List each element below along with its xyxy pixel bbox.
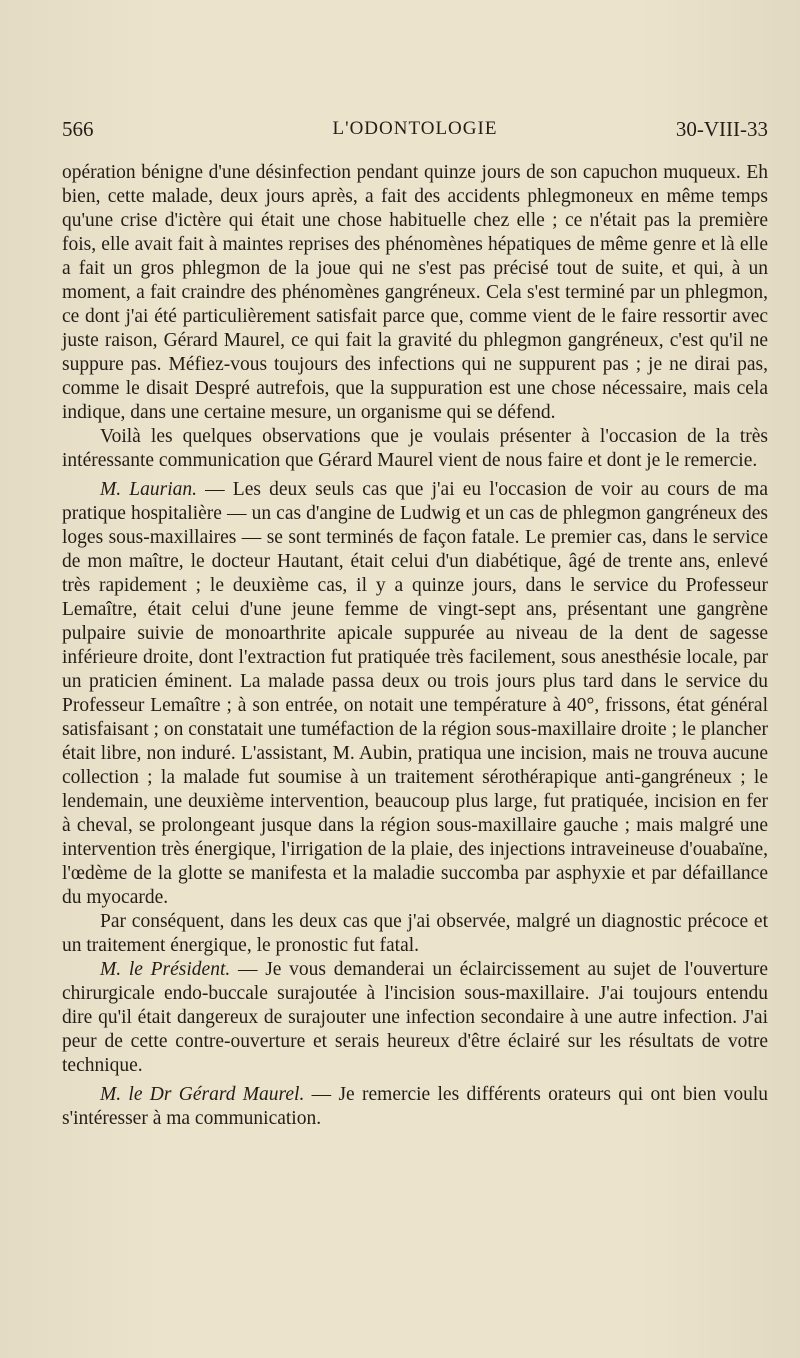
speaker-name: M. le Dr Gérard Maurel. <box>100 1084 305 1105</box>
paragraph: Voilà les quelques observations que je voulais présenter à l'occasion de la très intéressante communication que Gérard Maurel vient de nous faire et dont je le remercie. <box>62 426 768 471</box>
running-header <box>62 114 768 144</box>
paragraph: opération bénigne d'une désinfection pendant quinze jours de son capuchon muqueux. Eh bien, cette malade, deux jours après, a fait des accidents phlegmoneux en même temps qu'une crise d'ictère qui était une chose habituelle chez elle ; ce n'était pas la première fois, elle avait fait à maintes reprises des phénomènes hépatiques de même genre et là elle a fait un gros phlegmon de la joue qui ne s'est pas précisé tout de suite, et qui, à un moment, a fait craindre des phénomènes gangréneux. Cela s'est terminé par un phlegmon, ce dont j'ai été particulièrement satisfait parce que, comme vient de le faire ressortir avec juste raison, Gérard Maurel, ce qui fait la gravité du phlegmon gangréneux, c'est qu'il ne suppure pas. Méfiez-vous toujours des infections qui ne suppurent pas ; je ne dirai pas, comme le disait Despré autrefois, que la suppuration est une chose nécessaire, mais cela indique, dans une certaine mesure, un organisme qui se défend. <box>62 162 768 423</box>
paragraph-text: — Je remercie les différents orateurs qui ont bien voulu s'intéresser à ma communication. <box>62 1084 768 1129</box>
paragraph <box>62 958 768 1078</box>
speaker-name: M. Laurian. <box>100 479 197 500</box>
paragraph <box>62 1083 768 1131</box>
paragraph: Par conséquent, dans les deux cas que j'ai observée, malgré un diagnostic précoce et un traitement énergique, le pronostic fut fatal. <box>62 911 768 956</box>
paragraph-text: — Les deux seuls cas que j'ai eu l'occasion de voir au cours de ma pratique hospitalière — un cas d'angine de Ludwig et un cas de phlegmon gangréneux des loges sous-maxillaires — se sont terminés de façon fatale. Le premier cas, dans le service de mon maître, le docteur Hautant, était celui d'un diabétique, âgé de trente ans, enlevé très rapidement ; le deuxième cas, il y a quinze jours, dans le service du Professeur Lemaître, était celui d'une jeune femme de vingt-sept ans, présentant une gangrène pulpaire suivie de monoarthrite apicale suppurée au niveau de la dent de sagesse inférieure droite, dont l'extraction fut pratiquée très facilement, sous anesthésie locale, par un praticien éminent. La malade passa deux ou trois jours plus tard dans le service du Professeur Lemaître ; à son entrée, on notait une température à 40°, frissons, état général satisfaisant ; on constatait une tuméfaction de la région sous-maxillaire droite ; le plancher était libre, non induré. L'assistant, M. Aubin, pratiqua une incision, mais ne trouva aucune collection ; la malade fut soumise à un traitement sérothérapique anti-gangréneux ; le lendemain, une deuxième intervention, beaucoup plus large, fut pratiquée, incision en fer à cheval, se prolongeant jusque dans la région sous-maxillaire gauche ; mais malgré une intervention très énergique, l'irrigation de la plaie, des injections intraveineuse d'ouabaïne, l'œdème de la glotte se manifesta et la maladie succomba par asphyxie et par défaillance du myocarde. <box>62 479 768 908</box>
body-text <box>62 161 768 1131</box>
journal-title: L'ODONTOLOGIE <box>332 118 498 139</box>
paragraph-text: — Je vous demanderai un éclaircissement au sujet de l'ouverture chirurgicale endo-buccale surajoutée à l'incision sous-maxillaire. J'ai toujours entendu dire qu'il était dangereux de surajouter une infection secondaire à une autre infection. J'ai peur de cette contre-ouverture et serais heureux d'être éclairé sur les résultats de votre technique. <box>62 959 768 1076</box>
issue-date: 30-VIII-33 <box>675 117 768 141</box>
speaker-name: M. le Président. <box>100 959 231 980</box>
page-number: 566 <box>62 117 94 141</box>
paragraph <box>62 478 768 910</box>
